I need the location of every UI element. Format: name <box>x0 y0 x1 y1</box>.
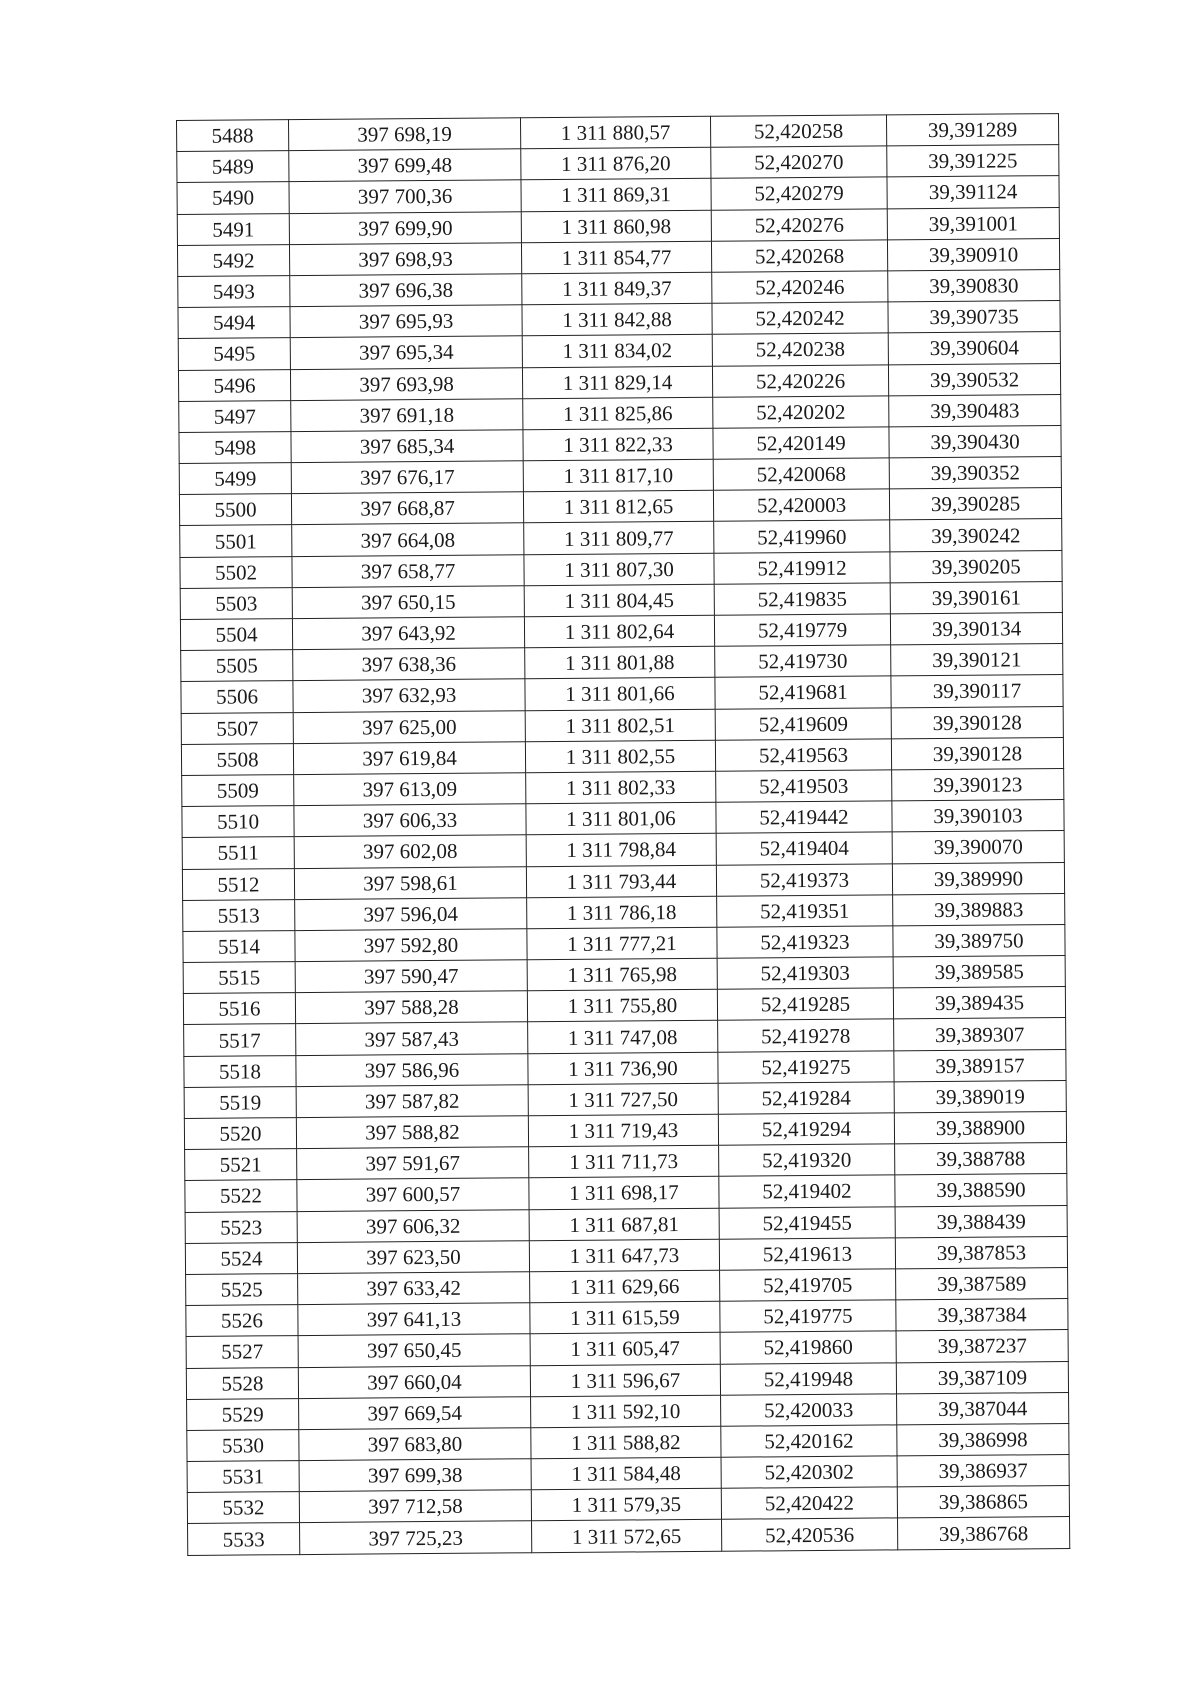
x-coordinate-cell: 397 691,18 <box>291 398 523 431</box>
latitude-cell: 52,419294 <box>718 1113 894 1146</box>
x-coordinate-cell: 397 712,58 <box>299 1490 531 1523</box>
y-coordinate-cell: 1 311 711,73 <box>529 1145 719 1178</box>
y-coordinate-cell: 1 311 829,14 <box>522 366 712 399</box>
x-coordinate-cell: 397 658,77 <box>292 554 524 587</box>
x-coordinate-cell: 397 623,50 <box>297 1241 529 1274</box>
point-number-cell: 5503 <box>180 587 292 619</box>
longitude-cell: 39,388788 <box>895 1143 1067 1176</box>
x-coordinate-cell: 397 613,09 <box>294 773 526 806</box>
latitude-cell: 52,419948 <box>720 1362 896 1395</box>
latitude-cell: 52,420276 <box>711 208 887 241</box>
longitude-cell: 39,388439 <box>895 1205 1067 1238</box>
point-number-cell: 5489 <box>177 151 289 183</box>
point-number-cell: 5513 <box>183 899 295 931</box>
x-coordinate-cell: 397 695,34 <box>290 336 522 369</box>
x-coordinate-cell: 397 598,61 <box>294 866 526 899</box>
y-coordinate-cell: 1 311 698,17 <box>529 1177 719 1210</box>
longitude-cell: 39,389307 <box>894 1018 1066 1051</box>
longitude-cell: 39,389990 <box>892 862 1064 895</box>
x-coordinate-cell: 397 698,19 <box>289 118 521 151</box>
longitude-cell: 39,390070 <box>892 831 1064 864</box>
y-coordinate-cell: 1 311 572,65 <box>532 1520 722 1553</box>
longitude-cell: 39,390134 <box>890 613 1062 646</box>
longitude-cell: 39,390161 <box>890 581 1062 614</box>
longitude-cell: 39,391001 <box>887 207 1059 240</box>
longitude-cell: 39,386865 <box>897 1486 1069 1519</box>
x-coordinate-cell: 397 668,87 <box>291 492 523 525</box>
y-coordinate-cell: 1 311 876,20 <box>521 147 711 180</box>
x-coordinate-cell: 397 586,96 <box>296 1053 528 1086</box>
x-coordinate-cell: 397 619,84 <box>293 742 525 775</box>
longitude-cell: 39,391225 <box>887 145 1059 178</box>
longitude-cell: 39,390128 <box>891 706 1063 739</box>
point-number-cell: 5512 <box>182 868 294 900</box>
y-coordinate-cell: 1 311 798,84 <box>526 834 716 867</box>
point-number-cell: 5526 <box>186 1305 298 1337</box>
latitude-cell: 52,419323 <box>717 926 893 959</box>
point-number-cell: 5515 <box>183 962 295 994</box>
x-coordinate-cell: 397 676,17 <box>291 461 523 494</box>
longitude-cell: 39,387109 <box>896 1361 1068 1394</box>
point-number-cell: 5528 <box>186 1367 298 1399</box>
longitude-cell: 39,386768 <box>898 1517 1070 1550</box>
longitude-cell: 39,389750 <box>893 924 1065 957</box>
latitude-cell: 52,420268 <box>711 240 887 273</box>
latitude-cell: 52,419860 <box>720 1331 896 1364</box>
x-coordinate-cell: 397 625,00 <box>293 710 525 743</box>
point-number-cell: 5501 <box>180 525 292 557</box>
latitude-cell: 52,419320 <box>719 1144 895 1177</box>
longitude-cell: 39,390128 <box>891 737 1063 770</box>
longitude-cell: 39,390735 <box>888 301 1060 334</box>
y-coordinate-cell: 1 311 765,98 <box>527 958 717 991</box>
point-number-cell: 5514 <box>183 930 295 962</box>
x-coordinate-cell: 397 587,82 <box>296 1085 528 1118</box>
longitude-cell: 39,390352 <box>889 457 1061 490</box>
longitude-cell: 39,387237 <box>896 1330 1068 1363</box>
longitude-cell: 39,389435 <box>893 987 1065 1020</box>
point-number-cell: 5490 <box>177 182 289 214</box>
y-coordinate-cell: 1 311 802,64 <box>524 615 714 648</box>
point-number-cell: 5521 <box>185 1149 297 1181</box>
point-number-cell: 5496 <box>178 369 290 401</box>
point-number-cell: 5522 <box>185 1180 297 1212</box>
y-coordinate-cell: 1 311 809,77 <box>524 522 714 555</box>
x-coordinate-cell: 397 693,98 <box>290 367 522 400</box>
longitude-cell: 39,389585 <box>893 956 1065 989</box>
longitude-cell: 39,391289 <box>886 114 1058 147</box>
x-coordinate-cell: 397 600,57 <box>297 1178 529 1211</box>
point-number-cell: 5500 <box>179 494 291 526</box>
y-coordinate-cell: 1 311 579,35 <box>531 1489 721 1522</box>
point-number-cell: 5494 <box>178 307 290 339</box>
point-number-cell: 5508 <box>181 743 293 775</box>
y-coordinate-cell: 1 311 854,77 <box>521 241 711 274</box>
x-coordinate-cell: 397 641,13 <box>298 1303 530 1336</box>
longitude-cell: 39,387044 <box>897 1392 1069 1425</box>
x-coordinate-cell: 397 588,28 <box>295 991 527 1024</box>
longitude-cell: 39,388900 <box>894 1112 1066 1145</box>
point-number-cell: 5523 <box>185 1211 297 1243</box>
point-number-cell: 5510 <box>182 806 294 838</box>
y-coordinate-cell: 1 311 802,33 <box>526 771 716 804</box>
latitude-cell: 52,419960 <box>714 520 890 553</box>
coordinates-table-body <box>177 114 1070 1556</box>
point-number-cell: 5531 <box>187 1461 299 1493</box>
x-coordinate-cell: 397 685,34 <box>291 430 523 463</box>
point-number-cell: 5506 <box>181 681 293 713</box>
x-coordinate-cell: 397 650,15 <box>292 586 524 619</box>
latitude-cell: 52,420238 <box>712 333 888 366</box>
latitude-cell: 52,419609 <box>715 707 891 740</box>
x-coordinate-cell: 397 591,67 <box>297 1147 529 1180</box>
point-number-cell: 5492 <box>177 244 289 276</box>
y-coordinate-cell: 1 311 801,66 <box>525 678 715 711</box>
latitude-cell: 52,420279 <box>711 177 887 210</box>
point-number-cell: 5525 <box>186 1274 298 1306</box>
y-coordinate-cell: 1 311 727,50 <box>528 1083 718 1116</box>
y-coordinate-cell: 1 311 588,82 <box>531 1426 721 1459</box>
latitude-cell: 52,419404 <box>716 832 892 865</box>
longitude-cell: 39,386937 <box>897 1455 1069 1488</box>
x-coordinate-cell: 397 698,93 <box>289 243 521 276</box>
x-coordinate-cell: 397 683,80 <box>299 1428 531 1461</box>
x-coordinate-cell: 397 699,48 <box>289 149 521 182</box>
latitude-cell: 52,419275 <box>718 1051 894 1084</box>
longitude-cell: 39,390483 <box>889 394 1061 427</box>
latitude-cell: 52,420422 <box>721 1487 897 1520</box>
point-number-cell: 5498 <box>179 431 291 463</box>
latitude-cell: 52,420302 <box>721 1456 897 1489</box>
y-coordinate-cell: 1 311 801,88 <box>525 646 715 679</box>
x-coordinate-cell: 397 638,36 <box>293 648 525 681</box>
point-number-cell: 5517 <box>184 1024 296 1056</box>
coordinates-table <box>176 113 1070 1556</box>
x-coordinate-cell: 397 650,45 <box>298 1334 530 1367</box>
longitude-cell: 39,390242 <box>890 519 1062 552</box>
y-coordinate-cell: 1 311 802,55 <box>525 740 715 773</box>
point-number-cell: 5493 <box>178 276 290 308</box>
longitude-cell: 39,390604 <box>888 332 1060 365</box>
latitude-cell: 52,419351 <box>717 895 893 928</box>
y-coordinate-cell: 1 311 647,73 <box>529 1239 719 1272</box>
longitude-cell: 39,390121 <box>891 644 1063 677</box>
y-coordinate-cell: 1 311 605,47 <box>530 1333 720 1366</box>
y-coordinate-cell: 1 311 736,90 <box>528 1052 718 1085</box>
x-coordinate-cell: 397 695,93 <box>290 305 522 338</box>
latitude-cell: 52,419442 <box>716 801 892 834</box>
y-coordinate-cell: 1 311 869,31 <box>521 179 711 212</box>
x-coordinate-cell: 397 696,38 <box>290 274 522 307</box>
latitude-cell: 52,419779 <box>714 614 890 647</box>
latitude-cell: 52,419455 <box>719 1206 895 1239</box>
point-number-cell: 5511 <box>182 837 294 869</box>
y-coordinate-cell: 1 311 687,81 <box>529 1208 719 1241</box>
longitude-cell: 39,387589 <box>896 1267 1068 1300</box>
y-coordinate-cell: 1 311 596,67 <box>530 1364 720 1397</box>
longitude-cell: 39,391124 <box>887 176 1059 209</box>
longitude-cell: 39,390205 <box>890 550 1062 583</box>
latitude-cell: 52,419303 <box>717 957 893 990</box>
longitude-cell: 39,390123 <box>892 768 1064 801</box>
latitude-cell: 52,419402 <box>719 1175 895 1208</box>
x-coordinate-cell: 397 700,36 <box>289 180 521 213</box>
latitude-cell: 52,420270 <box>711 146 887 179</box>
x-coordinate-cell: 397 592,80 <box>295 929 527 962</box>
x-coordinate-cell: 397 587,43 <box>296 1022 528 1055</box>
longitude-cell: 39,389883 <box>893 893 1065 926</box>
x-coordinate-cell: 397 669,54 <box>299 1396 531 1429</box>
x-coordinate-cell: 397 725,23 <box>300 1521 532 1554</box>
latitude-cell: 52,420246 <box>712 271 888 304</box>
longitude-cell: 39,389019 <box>894 1080 1066 1113</box>
latitude-cell: 52,420226 <box>712 364 888 397</box>
longitude-cell: 39,390532 <box>888 363 1060 396</box>
point-number-cell: 5504 <box>180 619 292 651</box>
y-coordinate-cell: 1 311 747,08 <box>528 1021 718 1054</box>
point-number-cell: 5509 <box>182 775 294 807</box>
longitude-cell: 39,387384 <box>896 1299 1068 1332</box>
longitude-cell: 39,386998 <box>897 1423 1069 1456</box>
point-number-cell: 5520 <box>184 1118 296 1150</box>
latitude-cell: 52,420149 <box>713 427 889 460</box>
x-coordinate-cell: 397 632,93 <box>293 679 525 712</box>
x-coordinate-cell: 397 606,32 <box>297 1209 529 1242</box>
latitude-cell: 52,420162 <box>721 1425 897 1458</box>
y-coordinate-cell: 1 311 880,57 <box>520 116 710 149</box>
latitude-cell: 52,419613 <box>719 1238 895 1271</box>
y-coordinate-cell: 1 311 755,80 <box>527 990 717 1023</box>
point-number-cell: 5532 <box>187 1492 299 1524</box>
x-coordinate-cell: 397 660,04 <box>298 1365 530 1398</box>
y-coordinate-cell: 1 311 793,44 <box>526 865 716 898</box>
point-number-cell: 5533 <box>188 1523 300 1555</box>
x-coordinate-cell: 397 590,47 <box>295 960 527 993</box>
y-coordinate-cell: 1 311 584,48 <box>531 1457 721 1490</box>
latitude-cell: 52,420202 <box>713 396 889 429</box>
latitude-cell: 52,420003 <box>713 489 889 522</box>
longitude-cell: 39,390430 <box>889 425 1061 458</box>
y-coordinate-cell: 1 311 719,43 <box>528 1114 718 1147</box>
x-coordinate-cell: 397 643,92 <box>292 617 524 650</box>
x-coordinate-cell: 397 602,08 <box>294 835 526 868</box>
table-row <box>188 1517 1070 1555</box>
latitude-cell: 52,420258 <box>710 115 886 148</box>
latitude-cell: 52,419912 <box>714 552 890 585</box>
point-number-cell: 5529 <box>187 1398 299 1430</box>
latitude-cell: 52,419835 <box>714 583 890 616</box>
longitude-cell: 39,388590 <box>895 1174 1067 1207</box>
latitude-cell: 52,419681 <box>715 676 891 709</box>
latitude-cell: 52,419503 <box>716 770 892 803</box>
y-coordinate-cell: 1 311 834,02 <box>522 335 712 368</box>
point-number-cell: 5519 <box>184 1086 296 1118</box>
y-coordinate-cell: 1 311 822,33 <box>523 428 713 461</box>
y-coordinate-cell: 1 311 849,37 <box>522 272 712 305</box>
longitude-cell: 39,390103 <box>892 800 1064 833</box>
y-coordinate-cell: 1 311 629,66 <box>530 1270 720 1303</box>
latitude-cell: 52,419284 <box>718 1082 894 1115</box>
point-number-cell: 5488 <box>177 120 289 152</box>
x-coordinate-cell: 397 699,90 <box>289 211 521 244</box>
y-coordinate-cell: 1 311 804,45 <box>524 584 714 617</box>
point-number-cell: 5530 <box>187 1429 299 1461</box>
y-coordinate-cell: 1 311 592,10 <box>531 1395 721 1428</box>
latitude-cell: 52,419278 <box>718 1019 894 1052</box>
x-coordinate-cell: 397 664,08 <box>292 523 524 556</box>
x-coordinate-cell: 397 606,33 <box>294 804 526 837</box>
y-coordinate-cell: 1 311 860,98 <box>521 210 711 243</box>
point-number-cell: 5527 <box>186 1336 298 1368</box>
y-coordinate-cell: 1 311 615,59 <box>530 1301 720 1334</box>
latitude-cell: 52,419373 <box>716 863 892 896</box>
point-number-cell: 5495 <box>178 338 290 370</box>
latitude-cell: 52,420242 <box>712 302 888 335</box>
point-number-cell: 5505 <box>181 650 293 682</box>
latitude-cell: 52,420033 <box>721 1394 897 1427</box>
point-number-cell: 5518 <box>184 1055 296 1087</box>
x-coordinate-cell: 397 588,82 <box>296 1116 528 1149</box>
longitude-cell: 39,390910 <box>887 238 1059 271</box>
y-coordinate-cell: 1 311 812,65 <box>523 491 713 524</box>
point-number-cell: 5497 <box>179 400 291 432</box>
longitude-cell: 39,389157 <box>894 1049 1066 1082</box>
latitude-cell: 52,419705 <box>720 1269 896 1302</box>
latitude-cell: 52,419563 <box>715 739 891 772</box>
y-coordinate-cell: 1 311 807,30 <box>524 553 714 586</box>
latitude-cell: 52,419285 <box>717 988 893 1021</box>
latitude-cell: 52,419730 <box>715 645 891 678</box>
point-number-cell: 5491 <box>177 213 289 245</box>
point-number-cell: 5499 <box>179 463 291 495</box>
latitude-cell: 52,420536 <box>722 1518 898 1551</box>
y-coordinate-cell: 1 311 825,86 <box>523 397 713 430</box>
longitude-cell: 39,387853 <box>895 1236 1067 1269</box>
y-coordinate-cell: 1 311 801,06 <box>526 802 716 835</box>
longitude-cell: 39,390830 <box>888 270 1060 303</box>
y-coordinate-cell: 1 311 786,18 <box>527 896 717 929</box>
y-coordinate-cell: 1 311 817,10 <box>523 459 713 492</box>
x-coordinate-cell: 397 633,42 <box>298 1272 530 1305</box>
y-coordinate-cell: 1 311 777,21 <box>527 927 717 960</box>
x-coordinate-cell: 397 596,04 <box>295 897 527 930</box>
longitude-cell: 39,390117 <box>891 675 1063 708</box>
point-number-cell: 5516 <box>183 993 295 1025</box>
longitude-cell: 39,390285 <box>889 488 1061 521</box>
latitude-cell: 52,420068 <box>713 458 889 491</box>
point-number-cell: 5507 <box>181 712 293 744</box>
latitude-cell: 52,419775 <box>720 1300 896 1333</box>
point-number-cell: 5502 <box>180 556 292 588</box>
point-number-cell: 5524 <box>185 1242 297 1274</box>
y-coordinate-cell: 1 311 802,51 <box>525 709 715 742</box>
x-coordinate-cell: 397 699,38 <box>299 1459 531 1492</box>
y-coordinate-cell: 1 311 842,88 <box>522 303 712 336</box>
